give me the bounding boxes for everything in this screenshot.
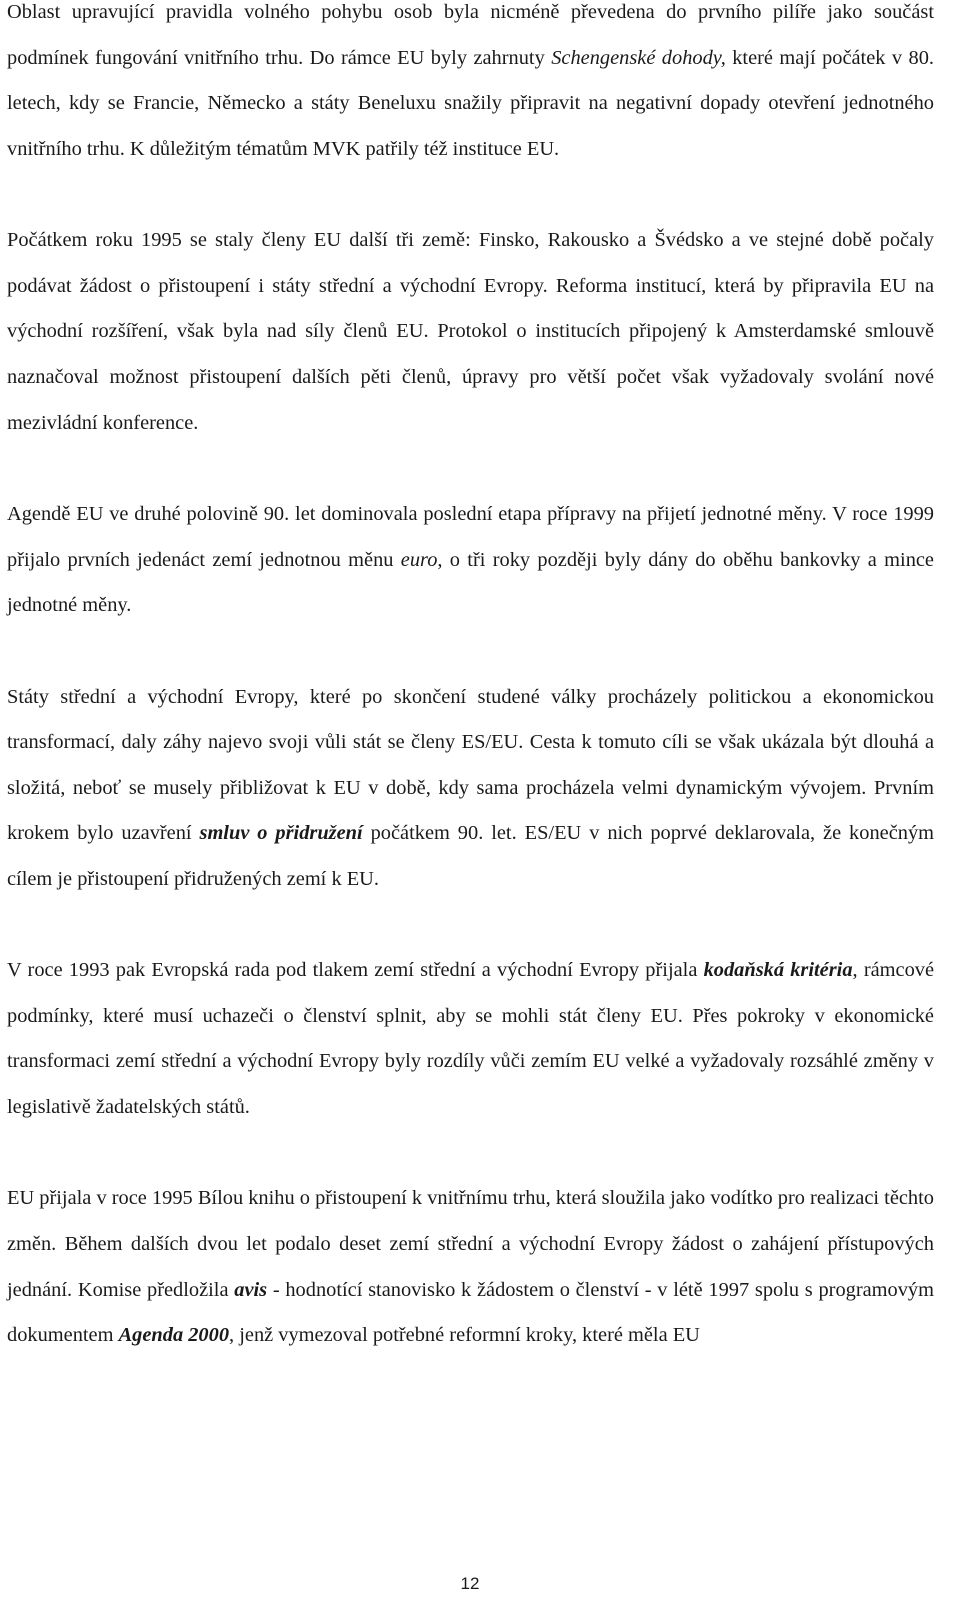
bold-italic-term-avis: avis [234,1278,268,1301]
paragraph-gap [7,902,934,948]
paragraph-gap [7,629,934,675]
bold-italic-term-association-agreements: smluv o přidružení [199,822,363,845]
text-run: Oblast upravující pravidla volného pohybu osob byla nicméně převedena do prvního pilíře jako součást podmínek fungování vnitřního trhu. Do rámce EU byly zahrnuty [7,1,934,69]
paragraph-free-movement [7,0,934,172]
italic-term-schengen: Schengenské dohody, [551,46,726,69]
text-run: V roce 1993 pak Evropská rada pod tlakem zemí střední a východní Evropy přijala [7,959,704,982]
paragraph-gap [7,172,934,218]
text-run: EU přijala v roce 1995 Bílou knihu o přistoupení k vnitřnímu trhu, která sloužila jako vodítko pro realizaci těchto změn. Během dalších dvou let podalo deset zemí střední a východní Evropy žádost o zahájení přístupových jednání. Komise předložila [7,1187,934,1301]
document-page [7,0,934,1359]
text-run: Agendě EU ve druhé polovině 90. let dominovala poslední etapa přípravy na přijetí jednotné měny. V roce 1999 přijalo prvních jedenáct zemí jednotnou měnu [7,502,934,571]
bold-italic-term-agenda-2000: Agenda 2000 [118,1324,230,1347]
paragraph-euro [7,492,934,629]
text-run: které mají počátek v 80. letech, kdy se Francie, Německo a státy Beneluxu snažily připravit na negativní dopady otevření jednotného vnitřního trhu. K důležitým tématům MVK patřily též instituce EU. [7,46,934,160]
paragraph-copenhagen-criteria [7,948,934,1130]
text-run: Státy střední a východní Evropy, které po skončení studené války procházely politickou a ekonomickou transformací, daly záhy najevo svoji vůli stát se členy ES/EU. Cesta k tomuto cíli se však ukázala být dlouhá a složitá, neboť se musely přibližovat k EU v době, kdy sama procházela velmi dynamickým vývojem. Prvním krokem bylo uzavření [7,685,934,845]
italic-term-euro: euro [400,548,438,571]
page-number: 12 [460,1574,480,1593]
text-run: , jenž vymezoval potřebné reformní kroky, které měla EU [229,1324,700,1347]
text-run: počátkem 90. let. ES/EU v nich poprvé deklarovala, že konečným cílem je přistoupení přidružených zemí k EU. [7,822,934,890]
paragraph-gap [7,1131,934,1177]
bold-italic-term-copenhagen-criteria: kodaňská kritéria [703,959,853,982]
paragraph-gap [7,446,934,492]
paragraph-white-paper [7,1176,934,1358]
text-run: - hodnotící stanovisko k žádostem o členství - v létě 1997 spolu s programovým dokumentem [7,1278,934,1347]
text-run: , o tři roky později byly dány do oběhu bankovky a mince jednotné měny. [7,548,934,617]
paragraph-enlargement-1995: Počátkem roku 1995 se staly členy EU další tři země: Finsko, Rakousko a Švédsko a ve stejné době počaly podávat žádost o přistoupení i státy střední a východní Evropy. Reforma institucí, která by připravila EU na východní rozšíření, však byla nad síly členů EU. Protokol o institucích připojený k Amsterdamské smlouvě naznačoval možnost přistoupení dalších pěti členů, úpravy pro větší počet však vyžadovaly svolání nové mezivládní konference. [7,229,934,434]
text-run: , rámcové podmínky, které musí uchazeči o členství splnit, aby se mohli stát členy EU. Přes pokroky v ekonomické transformaci zemí střední a východní Evropy byly rozdíly vůči zemím EU velké a vyžadovaly rozsáhlé změny v legislativě žadatelských států. [7,959,935,1119]
paragraph-cee-states [7,675,934,903]
